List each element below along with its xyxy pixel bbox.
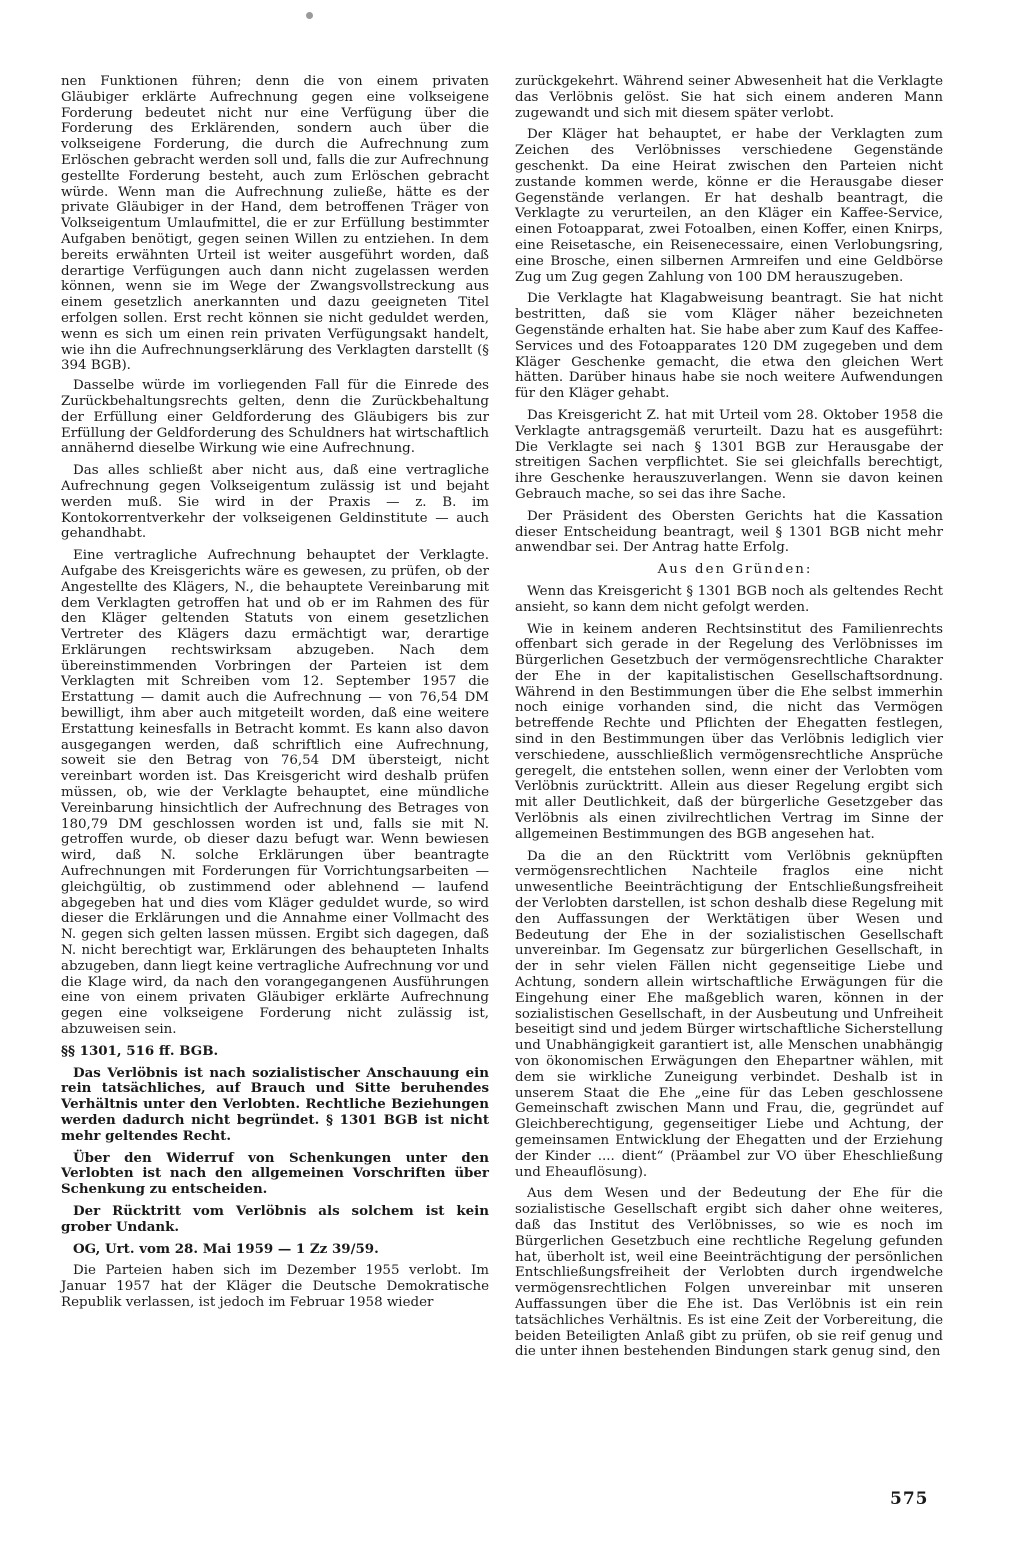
paragraph: Die Verklagte hat Klagabweisung beantragt. Sie hat nicht bestritten, daß sie vom Kläger näher bezeichneten Gegenstände erhalten hat. Sie habe aber zum Kauf des Kaffee-Services und des Fotoapparates 120 DM zugegeben und dem Kläger Geschenke gemacht, die etwa den gleichen Wert hätten. Darüber hinaus habe sie noch weitere Aufwendungen für den Kläger gehabt.	[515, 291, 943, 402]
paragraph: Da die an den Rücktritt vom Verlöbnis geknüpften vermögensrechtlichen Nachteile fraglos eine nicht unwesentliche Beeinträchtigung der Entschließungsfreiheit der Verlobten darstellen, ist schon deshalb diese Regelung mit den Auffassungen der Werktätigen über Wesen und Bedeutung der Ehe in der sozialistischen Gesellschaft unvereinbar. Im Gegensatz zur bürgerlichen Gesellschaft, in der in sehr vielen Fällen nicht gegenseitige Liebe und Achtung, sondern allein wirtschaftliche Erwägungen für die Eingehung einer Ehe maßgeblich waren, können in der sozialistischen Gesellschaft, in der Ausbeutung und Unfreiheit beseitigt sind und jedem Bürger wirtschaftliche Sicherstellung und Unabhängigkeit garantiert ist, alle Menschen unabhängig von ökonomischen Erwägungen den Ehepartner wählen, mit dem sie wirkliche Zuneigung verbindet. Deshalb ist in unserem Staat die Ehe „eine für das Leben geschlossene Gemeinschaft zwischen Mann und Frau, die, gegründet auf Gleichberechtigung, gegenseitiger Liebe und Achtung, der gemeinsamen Entwicklung der Ehegatten und der Erziehung der Kinder .... dient“ (Präambel zur VO über Eheschließung und Eheauflösung).	[515, 848, 943, 1180]
paragraph: Das alles schließt aber nicht aus, daß eine vertragliche Aufrechnung gegen Volkseigentum zulässig ist und bejaht werden muß. Sie wird in der Praxis — z. B. im Kontokorrentverkehr der volkseigenen Geldinstitute — auch gehandhabt.	[61, 463, 489, 542]
paragraph: nen Funktionen führen; denn die von einem privaten Gläubiger erklärte Aufrechnung gegen eine volkseigene Forderung bedeutet nicht nur eine Verfügung über die Forderung des Erklärenden, sondern auch über die volkseigene Forderung, die durch die Aufrechnung zum Erlöschen gebracht werden soll und, falls die zur Aufrechnung gestellte Forderung besteht, auch zum Erlöschen gebracht würde. Wenn man die Aufrechnung zuließe, hätte es der private Gläubiger in der Hand, dem betroffenen Träger von Volkseigentum Umlaufmittel, die er zur Erfüllung bestimmter Aufgaben benötigt, gegen seinen Willen zu entziehen. In dem bereits erwähnten Urteil ist weiter ausgeführt worden, daß derartige Verfügungen auch dann nicht zugelassen werden können, wenn sie im Wege der Zwangsvollstreckung aus einem gesetzlich anerkannten und dazu geeigneten Titel erfolgen sollen. Erst recht können sie nicht geduldet werden, wenn es sich um einen rein privaten Verfügungsakt handelt, wie ihn die Aufrechnungserklärung des Verklagten darstellt (§ 394 BGB).	[61, 74, 489, 374]
headnote: Der Rücktritt vom Verlöbnis als solchem ist kein grober Undank.	[61, 1202, 489, 1235]
case-citation: OG, Urt. vom 28. Mai 1959 — 1 Zz 39/59.	[73, 1240, 379, 1257]
page-number: 575	[890, 1489, 929, 1509]
statute-reference: §§ 1301, 516 ff. BGB.	[61, 1042, 219, 1059]
paragraph: Wenn das Kreisgericht § 1301 BGB noch als geltendes Recht ansieht, so kann dem nicht gefolgt werden.	[515, 583, 943, 615]
right-column	[515, 74, 943, 1366]
paragraph: zurückgekehrt. Während seiner Abwesenheit hat die Verklagte das Verlöbnis gelöst. Sie hat sich einem anderen Mann zugewandt und sich mit diesem später verlobt.	[515, 74, 943, 121]
paragraph: Der Präsident des Obersten Gerichts hat die Kassation dieser Entscheidung beantragt, weil § 1301 BGB nicht mehr anwendbar sei. Der Antrag hatte Erfolg.	[515, 508, 943, 556]
paragraph: Aus dem Wesen und der Bedeutung der Ehe für die sozialistische Gesellschaft ergibt sich daher ohne weiteres, daß das Institut des Verlöbnisses, so wie es noch im Bürgerlichen Gesetzbuch eine rechtliche Regelung gefunden hat, überholt ist, weil eine Beeinträchtigung der persönlichen Entschließungsfreiheit der Verlobten durch irgendwelche vermögensrechtlichen Folgen unvereinbar mit unseren Auffassungen über die Ehe ist. Das Verlöbnis ist ein rein tatsächliches Verhältnis. Es ist eine Zeit der Vorbereitung, die beiden Beteiligten Anlaß gibt zu prüfen, ob sie reif genug und die unter ihnen bestehenden Bindungen stark genug sind, den	[515, 1186, 943, 1360]
paragraph: Eine vertragliche Aufrechnung behauptet der Verklagte. Aufgabe des Kreisgerichts wäre es gewesen, zu prüfen, ob der Angestellte des Klägers, N., die behauptete Vereinbarung mit dem Verklagten getroffen hat und ob er im Rahmen des für den Kläger geltenden Statuts von einem gesetzlichen Vertreter des Klägers dazu ermächtigt war, derartige Erklärungen rechtswirksam abzugeben. Nach dem übereinstimmenden Vorbringen der Parteien ist dem Verklagten mit Schreiben vom 12. September 1957 die Erstattung — damit auch die Aufrechnung — von 76,54 DM bewilligt, ihm aber auch mitgeteilt worden, daß eine weitere Erstattung keinesfalls in Betracht kommt. Es kann also davon ausgegangen werden, daß schriftlich eine Aufrechnung, soweit sie den Betrag von 76,54 DM übersteigt, nicht vereinbart worden ist. Das Kreisgericht wird deshalb prüfen müssen, ob, wie der Verklagte behauptet, eine mündliche Vereinbarung hinsichtlich der Aufrechnung des Betrages von 180,79 DM geschlossen worden ist und, falls sie mit N. getroffen wurde, ob dieser dazu befugt war. Wenn bewiesen wird, daß N. solche Erklärungen über beantragte Aufrechnungen mit Forderungen für Vorrichtungsarbeiten — gleichgültig, ob zustimmend oder ablehnend — laufend abgegeben hat und dies vom Kläger geduldet wurde, so wird dieser die Erklärungen und die Annahme einer Vollmacht des N. gegen sich gelten lassen müssen. Ergibt sich dagegen, daß N. nicht berechtigt war, Erklärungen des behaupteten Inhalts abzugeben, dann liegt keine vertragliche Aufrechnung vor und die Klage wird, da nach den vorangegangenen Ausführungen eine von einem privaten Gläubiger erklärte Aufrechnung gegen eine volkseigene Forderung nicht zulässig ist, abzuweisen sein.	[61, 548, 489, 1038]
headnote: Über den Widerruf von Schenkungen unter den Verlobten ist nach den allgemeinen Vorschriften über Schenkung zu entscheiden.	[61, 1149, 489, 1198]
section-heading: Aus den Gründen:	[657, 562, 813, 578]
paragraph: Dasselbe würde im vorliegenden Fall für die Einrede des Zurückbehaltungsrechts gelten, denn die Zurückbehaltung der Erfüllung einer Geldforderung des Gläubigers bis zur Erfüllung der Geldforderung des Schuldners hat wirtschaftlich annähernd dieselbe Wirkung wie eine Aufrechnung.	[61, 378, 489, 457]
paragraph: Das Kreisgericht Z. hat mit Urteil vom 28. Oktober 1958 die Verklagte antragsgemäß verurteilt. Dazu hat es ausgeführt: Die Verklagte sei nach § 1301 BGB zur Herausgabe der streitigen Sachen verpflichtet. Sie sei gleichfalls berechtigt, ihre Geschenke herauszuverlangen. Wenn sie davon keinen Gebrauch mache, so sei das ihre Sache.	[515, 407, 943, 502]
paragraph: Wie in keinem anderen Rechtsinstitut des Familienrechts offenbart sich gerade in der Regelung des Verlöbnisses im Bürgerlichen Gesetzbuch der vermögensrechtliche Charakter der Ehe in der kapitalistischen Gesellschaftsordnung. Während in den Bestimmungen über die Ehe selbst immerhin noch einige vorhanden sind, die nicht das Vermögen betreffende Rechte und Pflichten der Ehegatten festlegen, sind in den Bestimmungen über das Verlöbnis lediglich vier verschiedene, ausschließlich vermögensrechtliche Ansprüche geregelt, die entstehen sollen, wenn einer der Verlobten vom Verlöbnis zurücktritt. Allein aus dieser Regelung ergibt sich mit aller Deutlichkeit, daß der bürgerliche Gesetzgeber das Verlöbnis als einen zivilrechtlichen Vertrag im Sinne der allgemeinen Bestimmungen des BGB angesehen hat.	[515, 621, 943, 842]
paragraph: Der Kläger hat behauptet, er habe der Verklagten zum Zeichen des Verlöbnisses verschiedene Gegenstände geschenkt. Da eine Heirat zwischen den Parteien nicht zustande kommen werde, könne er die Herausgabe dieser Gegenstände verlangen. Er hat deshalb beantragt, die Verklagte zu verurteilen, an den Kläger ein Kaffee-Service, einen Fotoapparat, zwei Fotoalben, einen Koffer, einen Knirps, eine Reisetasche, ein Reisenecessaire, einen Verlobungsring, eine Brosche, einen silbernen Armreifen und eine Geldbörse Zug um Zug gegen Zahlung von 100 DM herauszugeben.	[515, 127, 943, 285]
paragraph: Die Parteien haben sich im Dezember 1955 verlobt. Im Januar 1957 hat der Kläger die Deutsche Demokratische Republik verlassen, ist jedoch im Februar 1958 wieder	[61, 1263, 489, 1310]
headnote: Das Verlöbnis ist nach sozialistischer Anschauung ein rein tatsächliches, auf Brauch und Sitte beruhendes Verhältnis unter den Verlobten. Rechtliche Beziehungen werden dadurch nicht begründet. § 1301 BGB ist nicht mehr geltendes Recht.	[61, 1064, 489, 1144]
scan-mark	[306, 12, 313, 19]
left-column	[61, 74, 489, 1317]
